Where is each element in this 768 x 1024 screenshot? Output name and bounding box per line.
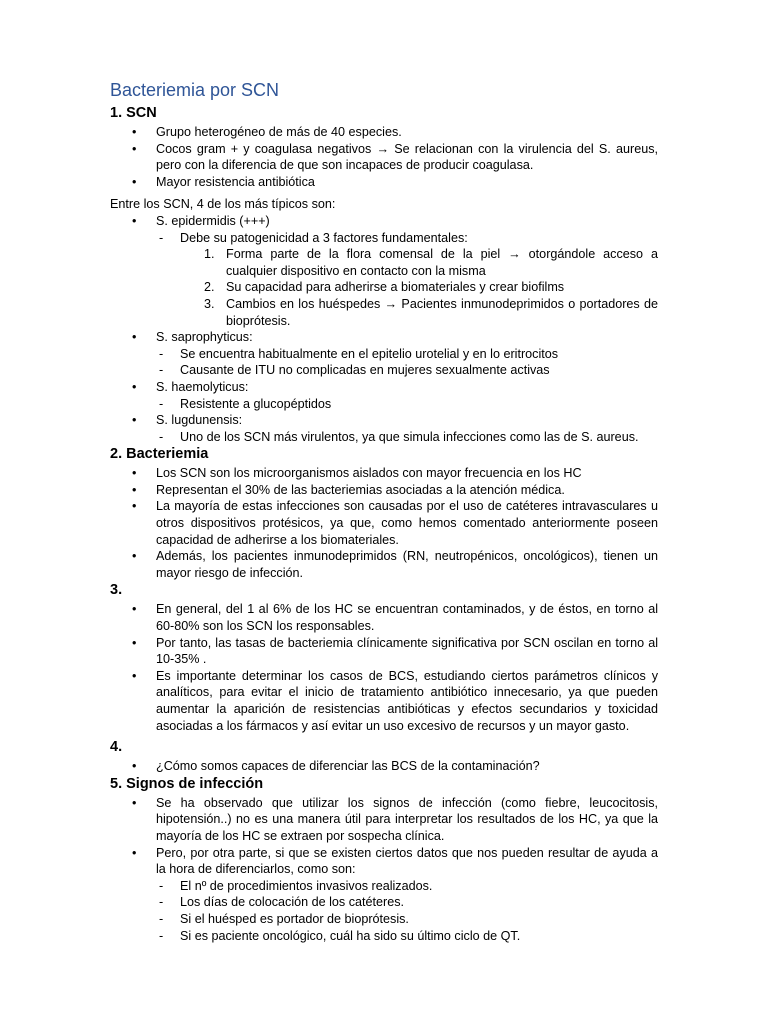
factor-item xyxy=(180,246,658,279)
species-item-lugdunensis xyxy=(110,412,658,445)
section-4-bullet-list xyxy=(110,758,658,775)
list-item: • Mayor resistencia antibiótica xyxy=(110,174,658,191)
species-name: S. haemolyticus: xyxy=(156,379,249,394)
list-item: • Se ha observado que utilizar los signos de infección (como fiebre, leucocitosis, hipotensión..) no es una manera útil para interpretar los resultados de los HC, ya que la mayoría de los HC se extraen por sospecha clínica. xyxy=(110,795,658,845)
section-3-heading: 3. xyxy=(110,582,123,599)
section-4-heading: 4. xyxy=(110,739,123,756)
list-item: • ¿Cómo somos capaces de diferenciar las BCS de la contaminación? xyxy=(110,758,658,775)
factor-number: 3. xyxy=(204,296,215,311)
species-name: S. saprophyticus: xyxy=(156,330,253,345)
species-name: S. epidermidis (+++) xyxy=(156,213,270,228)
dash-text: Debe su patogenicidad a 3 factores fundamentales: xyxy=(180,230,468,245)
section-1-bullet-list xyxy=(110,124,658,190)
section-5-heading: 5. Signos de infección xyxy=(110,775,264,792)
dash-item: - El nº de procedimientos invasivos realizados. xyxy=(156,878,658,895)
dash-item: - Causante de ITU no complicadas en mujeres sexualmente activas xyxy=(156,362,658,379)
list-item: • Por tanto, las tasas de bacteriemia clínicamente significativa por SCN oscilan en torno al 10-35% . xyxy=(110,635,658,668)
list-item: • Grupo heterogéneo de más de 40 especies. xyxy=(110,124,658,141)
section-2-heading: 2. Bacteriemia xyxy=(110,446,209,463)
factor-text: Cambios en los huéspedes → Pacientes inmunodeprimidos o portadores de bioprótesis. xyxy=(226,296,658,328)
dash-item: - Si es paciente oncológico, cuál ha sido su último ciclo de QT. xyxy=(156,928,658,945)
list-item: • En general, del 1 al 6% de los HC se encuentran contaminados, y de éstos, en torno al 60-80% son los SCN los responsables. xyxy=(110,601,658,634)
species-item-haemolyticus xyxy=(110,379,658,412)
species-list xyxy=(110,213,658,445)
factor-text: Su capacidad para adherirse a biomateriales y crear biofilms xyxy=(226,280,565,295)
factor-number: 2. xyxy=(204,280,215,295)
dash-list xyxy=(156,878,658,944)
list-item: • Cocos gram + y coagulasa negativos → Se relacionan con la virulencia del S. aureus, pero con la diferencia de que son incapaces de producir coagulasa. xyxy=(110,141,658,174)
section-5-bullet-list xyxy=(110,795,658,944)
list-item: • Los SCN son los microorganismos aislados con mayor frecuencia en los HC xyxy=(110,465,658,482)
species-name: S. lugdunensis: xyxy=(156,413,243,428)
section-1-heading: 1. SCN xyxy=(110,105,157,121)
dash-item xyxy=(156,230,658,330)
species-item-saprophyticus xyxy=(110,329,658,379)
document-title: Bacteriemia por SCN xyxy=(110,80,280,100)
factor-list xyxy=(180,246,658,329)
list-item xyxy=(110,845,658,945)
dash-item: - Los días de colocación de los catéteres. xyxy=(156,894,658,911)
dash-item: - Resistente a glucopéptidos xyxy=(156,396,658,413)
dash-item: - Se encuentra habitualmente en el epitelio urotelial y en lo eritrocitos xyxy=(156,346,658,363)
dash-list xyxy=(156,346,658,379)
factor-item xyxy=(180,279,658,296)
factor-item xyxy=(180,296,658,329)
species-item-epidermidis xyxy=(110,213,658,329)
dash-item: - Si el huésped es portador de bioprótesis. xyxy=(156,911,658,928)
section-3-bullet-list xyxy=(110,601,658,734)
list-item-text: Pero, por otra parte, si que se existen ciertos datos que nos pueden resultar de ayuda a la hora de diferenciarlos, como son: xyxy=(156,845,658,877)
list-item: • Es importante determinar los casos de BCS, estudiando ciertos parámetros clínicos y analíticos, para evitar el inicio de tratamiento antibiótico innecesario, ya que pueden aumentar la aparición de resistencias antibióticas y efectos secundarios y toxicidad asociadas a los fármacos y así evitar un uso excesivo de recursos y un mayor gasto. xyxy=(110,668,658,734)
list-item: • Además, los pacientes inmunodeprimidos (RN, neutropénicos, oncológicos), tienen un mayor riesgo de infección. xyxy=(110,548,658,581)
dash-list xyxy=(156,230,658,330)
list-item: • La mayoría de estas infecciones son causadas por el uso de catéteres intravasculares u otros dispositivos protésicos, ya que, como hemos comentado anteriormente poseen capacidad de adherirse a los biomateriales. xyxy=(110,498,658,548)
dash-list xyxy=(156,396,658,413)
document-body xyxy=(110,78,658,944)
section-2-bullet-list xyxy=(110,465,658,581)
dash-item: - Uno de los SCN más virulentos, ya que simula infecciones como las de S. aureus. xyxy=(156,429,658,446)
factor-number: 1. xyxy=(204,247,215,262)
list-item: • Representan el 30% de las bacteriemias asociadas a la atención médica. xyxy=(110,482,658,499)
dash-list xyxy=(156,429,658,446)
species-intro: Entre los SCN, 4 de los más típicos son: xyxy=(110,197,336,212)
factor-text: Forma parte de la flora comensal de la piel → otorgándole acceso a cualquier dispositivo en contacto con la misma xyxy=(226,247,658,278)
